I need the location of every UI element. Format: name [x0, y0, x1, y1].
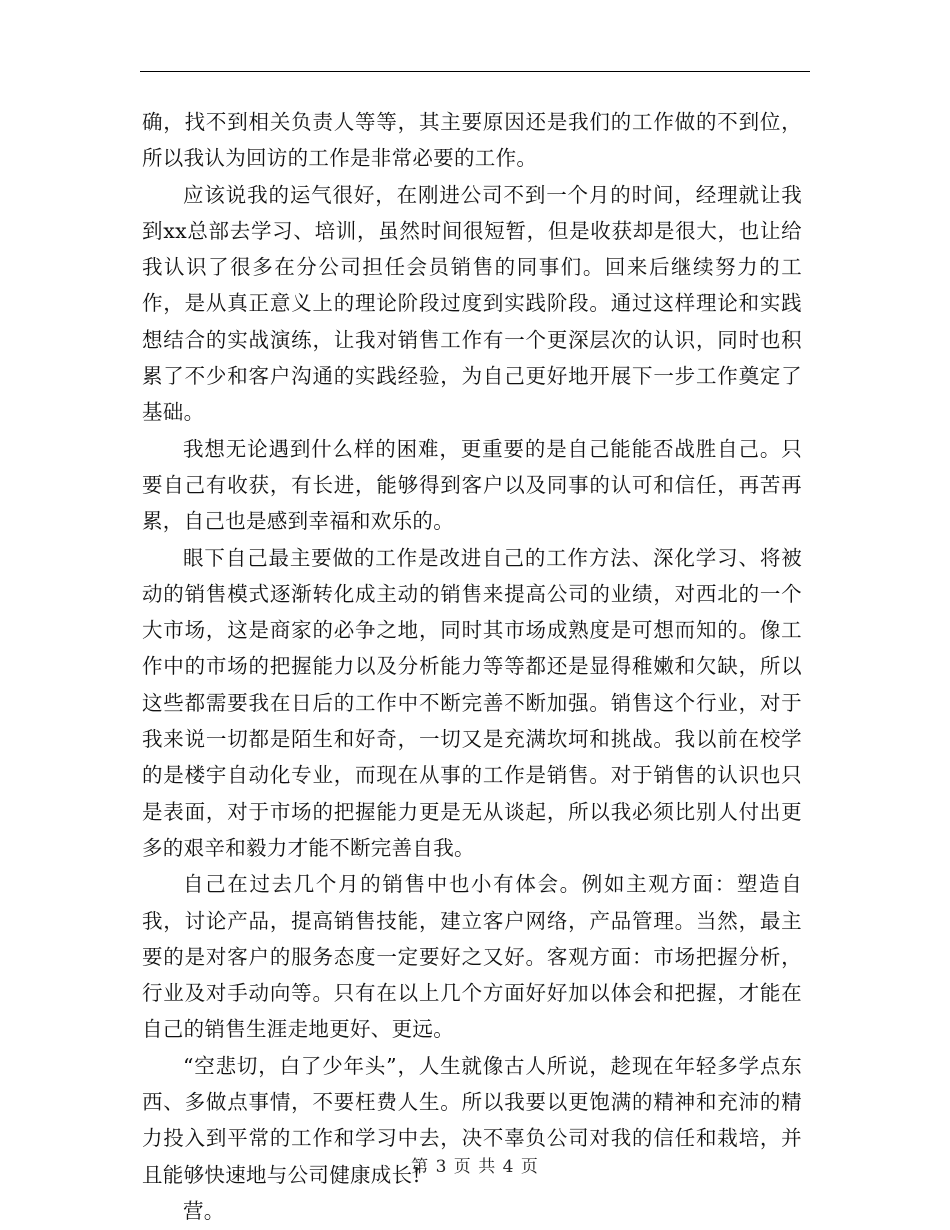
- paragraph-4: 眼下自己最主要做的工作是改进自己的工作方法、深化学习、将被动的销售模式逐渐转化成主动的销售来提高公司的业绩，对西北的一个大市场，这是商家的必争之地，同时其市场成熟度是可想而知的。像工作中的市场的把握能力以及分析能力等等都还是显得稚嫩和欠缺，所以这些都需要我在日后的工作中不断完善不断加强。销售这个行业，对于我来说一切都是陌生和好奇，一切又是充满坎坷和挑战。我以前在校学的是楼宇自动化专业，而现在从事的工作是销售。对于销售的认识也只是表面，对于市场的把握能力更是无从谈起，所以我必须比别人付出更多的艰辛和毅力才能不断完善自我。: [142, 545, 802, 860]
- paragraph-1: 确，找不到相关负责人等等，其主要原因还是我们的工作做的不到位，所以我认为回访的工作是非常必要的工作。: [142, 110, 802, 171]
- paragraph-7: 营。: [183, 1198, 225, 1223]
- paragraph-2: 应该说我的运气很好，在刚进公司不到一个月的时间，经理就让我到xx总部去学习、培训，虽然时间很短暂，但是收获却是很大，也让给我认识了很多在分公司担任会员销售的同事们。回来后继续努力的工作，是从真正意义上的理论阶段过度到实践阶段。通过这样理论和实践想结合的实战演练，让我对销售工作有一个更深层次的认识，同时也积累了不少和客户沟通的实践经验，为自己更好地开展下一步工作奠定了基础。: [142, 182, 802, 425]
- page-footer: 第 3 页 共 4 页: [411, 1157, 539, 1177]
- paragraph-5: 自己在过去几个月的销售中也小有体会。例如主观方面：塑造自我，讨论产品，提高销售技能，建立客户网络，产品管理。当然，最主要的是对客户的服务态度一定要好之又好。客观方面：市场把握分析，行业及对手动向等。只有在以上几个方面好好加以体会和把握，才能在自己的销售生涯走地更好、更远。: [142, 872, 802, 1042]
- document-body: [142, 104, 802, 1229]
- header-rule: [140, 71, 810, 72]
- paragraph-6: “空悲切，白了少年头”，人生就像古人所说，趁现在年轻多学点东西、多做点事情，不要枉费人生。所以我要以更饱满的精神和充沛的精力投入到平常的工作和学习中去，决不辜负公司对我的信任和栽培，并且能够快速地与公司健康成长!: [142, 1053, 802, 1187]
- paragraph-3: 我想无论遇到什么样的困难，更重要的是自己能能否战胜自己。只要自己有收获，有长进，能够得到客户以及同事的认可和信任，再苦再累，自己也是感到幸福和欢乐的。: [142, 436, 802, 534]
